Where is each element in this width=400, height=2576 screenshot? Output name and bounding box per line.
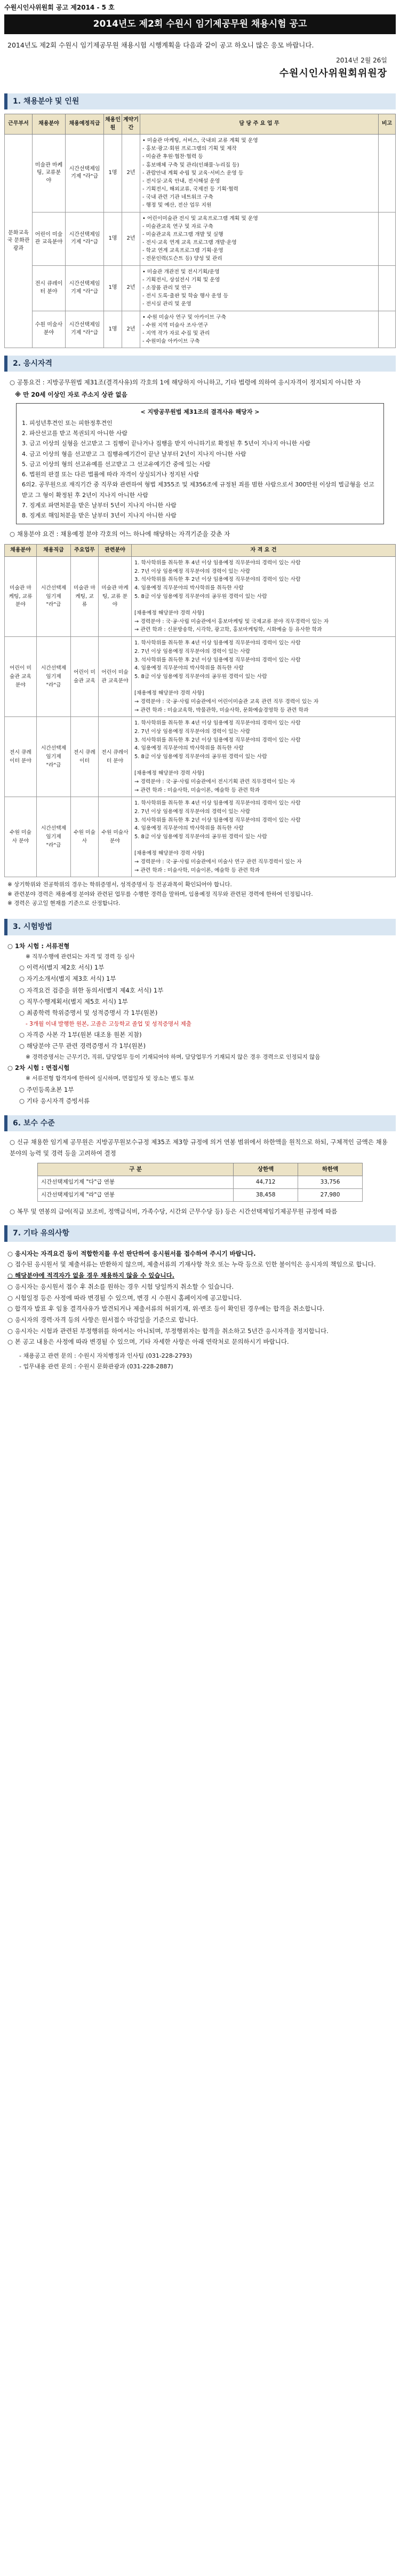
pay-row: [38, 1176, 363, 1188]
q-field-cell: 전시 큐레이터 분야: [5, 717, 37, 797]
exam-step: ※ 직무수행에 관련되는 자격 및 경력 등 심사: [26, 953, 135, 960]
term-cell: 2년: [122, 212, 140, 265]
field-requirement-text: 채용분야 요건 : 채용예정 분야 각호의 어느 하나에 해당하는 자격기준을 갖춘 자: [17, 530, 230, 538]
qualification-notes: [0, 877, 400, 911]
exam-step: ○ 해당분야 근무 관련 경력증명서 각 1부(원본): [19, 1042, 146, 1050]
q-grade-cell: 시간선택제임기제 "라"급: [37, 557, 71, 637]
q-work-cell: 어린이 미술관 교육: [71, 637, 99, 717]
field-cell: 어린이 미술관 교육분야: [33, 212, 66, 265]
dept-cell: 문화교육국 문화관광과: [5, 135, 33, 348]
pay-max-cell: 44,712: [234, 1176, 298, 1188]
pay-intro: ○ 신규 채용한 임기제 공무원은 지방공무원보수규정 제35조 제3항 규정에 의거 연봉 범위에서 하한액을 원칙으로 하되, 구체적인 금액은 채용분야의 능력 및 경력 등을 고려하여 결정: [10, 1138, 388, 1157]
pay-col-max: 상한액: [234, 1163, 298, 1176]
recruitment-row: [5, 212, 396, 265]
notice-number: 수원시인사위원회 공고 제2014 - 5 호: [4, 4, 115, 11]
note-item: ○ 응시자는 자격요건 등이 적합한지를 우선 판단하여 응시원서를 접수하여 주시기 바랍니다.: [7, 1249, 256, 1257]
issuing-org: 수원시인사위원회위원장: [279, 67, 387, 79]
q-grade-cell: 시간선택제임기제 "라"급: [37, 797, 71, 877]
q-area-cell: 전시 큐레이터 분야: [99, 717, 132, 797]
remark-cell: [379, 265, 396, 311]
count-cell: 1명: [104, 311, 122, 348]
note-item: ○ 시험일정 등은 사정에 따라 변경될 수 있으며, 변경 시 수원시 홈페이지에 공고합니다.: [7, 1294, 242, 1302]
notes-list: [0, 1246, 400, 1350]
general-requirement: ○ 공통요건 : 지방공무원법 제31조(결격사유)의 각호의 1에 해당하지 아니하고, 기타 법령에 의하여 응시자격이 정지되지 아니한 자: [10, 379, 361, 387]
exam-step: ○ 1차 시험 : 서류전형: [7, 942, 70, 950]
q-col-work: 주요업무: [71, 544, 99, 557]
qualification-table: [4, 544, 396, 878]
note-item: ○ 응시자의 경력·자격 등의 사항은 원서접수 마감일을 기준으로 합니다.: [7, 1315, 198, 1324]
note-item: ○ 해당분야에 적격자가 없을 경우 채용하지 않을 수 있습니다.: [7, 1272, 175, 1280]
count-cell: 1명: [104, 135, 122, 212]
q-req-cell: 1. 학사학위를 취득한 후 4년 이상 임용예정 직무분야의 경력이 있는 사람 2. 7년 이상 임용예정 직무분야의 경력이 있는 사람 3. 석사학위를 취득한 후 2년 이상 임용예정 직무분야의 경력이 있는 사람 4. 임용예정 직무분야의 박사학위를 취득한 사람 5. 8급 이상 임용예정 직무분야의 공무원 경력이 있는 사람 [채용예정 해당분야 경력 사항] → 경력분야 : 국·공·사립 미술관에서 홍보마케팅 및 국제교류 분야 직무경력이 있는 자 → 관련 학과 : 신문방송학, 시각학, 광고학, 홍보마케팅학, 시화예술 등 유사한 학과: [132, 557, 396, 637]
disqualification-box: [16, 403, 384, 525]
col-count: 채용인원: [104, 114, 122, 135]
q-req-cell: 1. 학사학위를 취득한 후 4년 이상 임용예정 직무분야의 경력이 있는 사람 2. 7년 이상 임용예정 직무분야의 경력이 있는 사람 3. 석사학위를 취득한 후 2년 이상 임용예정 직무분야의 경력이 있는 사람 4. 임용예정 직무분야의 박사학위를 취득한 사람 5. 8급 이상 임용예정 직무분야의 공무원 경력이 있는 사람 [채용예정 해당분야 경력 사항] → 경력분야 : 국·공·사립 미술관에서 전시기획 관련 직무경력이 있는 자 → 관련 학과 : 미술사학, 미술이론, 예술학 등 관련 학과: [132, 717, 396, 797]
disqualification-item: 4. 금고 이상의 형을 선고받고 그 집행유예기간이 끝난 날부터 2년이 지나지 아니한 사람: [22, 450, 246, 458]
pay-type-cell: 시간선택제임기제 "다"급 연봉: [38, 1176, 234, 1188]
disqualification-item: 6의2. 공무원으로 재직기간 중 직무와 관련하여 형법 제355조 및 제356조에 규정된 죄를 범한 사람으로서 300만원 이상의 벌금형을 선고받고 그 형이 확정된 후 2년이 지나지 아니한 사람: [22, 481, 374, 499]
field-requirement: ○ 채용분야 요건 : 채용예정 분야 각호의 어느 하나에 해당하는 자격기준을 갖춘 자: [10, 530, 230, 538]
col-remark: 비고: [379, 114, 396, 135]
duties-cell: • 어린이미술관 전시 및 교육프로그램 계획 및 운영 - 미술관교육 연구 및 자료 구축 - 미술관교육 프로그램 개발 및 실행 - 전시·교육 연계 교육 프로그램 개발·운영 - 학교 연계 교육프로그램 기획·운영 - 전문인력(도슨트 등) 양성 및 관리: [140, 212, 379, 265]
q-work-cell: 전시 큐레이터: [71, 717, 99, 797]
disqualification-item: 7. 징계로 파면처분을 받은 날부터 5년이 지나지 아니한 사람: [22, 501, 177, 509]
exam-step: ○ 직무수행계획서(별지 제5호 서식) 1부: [19, 998, 128, 1006]
section-notes: 7. 기타 유의사항: [4, 1225, 396, 1241]
disqualification-item: 5. 금고 이상의 형의 선고유예를 선고받고 그 선고유예기간 중에 있는 사람: [22, 460, 211, 468]
section-recruitment-fields: 1. 채용분야 및 인원: [4, 93, 396, 109]
col-grade: 채용예정직급: [66, 114, 104, 135]
q-req-cell: 1. 학사학위를 취득한 후 4년 이상 임용예정 직무분야의 경력이 있는 사람 2. 7년 이상 임용예정 직무분야의 경력이 있는 사람 3. 석사학위를 취득한 후 2년 이상 임용예정 직무분야의 경력이 있는 사람 4. 임용예정 직무분야의 박사학위를 취득한 사람 5. 8급 이상 임용예정 직무분야의 공무원 경력이 있는 사람 [채용예정 해당분야 경력 사항] → 경력분야 : 국·공·사립 미술관에서 미술사 연구 관련 직무경력이 있는 자 → 관련 학과 : 미술사학, 미술이론, 예술학 등 관련 학과: [132, 797, 396, 877]
age-requirement: ※ 만 20세 이상인 자로 주소지 상관 없음: [15, 390, 127, 398]
q-grade-cell: 시간선택제임기제 "라"급: [37, 637, 71, 717]
note-item: ○ 본 공고 내용은 사정에 따라 변경될 수 있으며, 기타 자세한 사항은 아래 연락처로 문의하시기 바랍니다.: [7, 1338, 289, 1346]
exam-step: - 3개월 이내 발행한 원본, 고졸은 고등학교 졸업 및 성적증명서 제출: [26, 1020, 191, 1027]
exam-step: ○ 자격요건 검증을 위한 동의서(별지 제4호 서식) 1부: [19, 986, 164, 994]
recruitment-row: [5, 135, 396, 212]
count-cell: 1명: [104, 212, 122, 265]
recruitment-row: [5, 311, 396, 348]
col-duties: 담 당 주 요 업 무: [140, 114, 379, 135]
grade-cell: 시간선택제임기제 "라"급: [66, 135, 104, 212]
pay-row: [38, 1189, 363, 1202]
recruitment-row: [5, 265, 396, 311]
disqualification-item: 3. 금고 이상의 실형을 선고받고 그 집행이 끝나거나 집행을 받지 아니하기로 확정된 후 5년이 지나지 아니한 사람: [22, 440, 310, 447]
contact-list: [0, 1350, 400, 1373]
q-col-area: 관련분야: [99, 544, 132, 557]
field-cell: 전시 큐레이터 분야: [33, 265, 66, 311]
exam-step: ○ 2차 시험 : 면접시험: [7, 1064, 70, 1072]
pay-min-cell: 27,980: [298, 1189, 363, 1202]
term-cell: 2년: [122, 135, 140, 212]
qualification-row: [5, 717, 396, 797]
remark-cell: [379, 135, 396, 212]
term-cell: 2년: [122, 265, 140, 311]
duties-cell: • 미술관 개관전 및 전시기획/운영 - 기획전시, 상설전시 기획 및 운영 - 소장품 관리 및 연구 - 전시 도록·출판 및 학술 행사 운영 등 - 전시실 관리 및 운영: [140, 265, 379, 311]
intro-text: 2014년도 제2회 수원시 임기제공무원 채용시험 시행계획을 다음과 같이 공고 하오니 많은 응모 바랍니다.: [7, 41, 314, 50]
exam-steps: [0, 940, 400, 1108]
exam-step: ○ 이력서(별지 제2호 서식) 1부: [19, 964, 105, 972]
q-grade-cell: 시간선택제임기제 "라"급: [37, 717, 71, 797]
disqualification-title: < 지방공무원법 제31조의 결격사유 해당자 >: [140, 408, 260, 415]
col-field: 채용분야: [33, 114, 66, 135]
recruitment-table: [4, 114, 396, 348]
pay-table: [37, 1163, 363, 1202]
exam-step: ※ 경력증명서는 근무기간, 직위, 담당업무 등이 기재되어야 하며, 담당업무가 기재되지 않은 경우 경력으로 인정되지 않음: [26, 1053, 321, 1060]
disqualification-item: 6. 법원의 판결 또는 다른 법률에 따라 자격이 상실되거나 정지된 사람: [22, 471, 199, 478]
pay-table-header: [38, 1163, 363, 1176]
q-work-cell: 미술관 마케팅, 교류: [71, 557, 99, 637]
field-cell: 미술관 마케팅, 교류분야: [33, 135, 66, 212]
contact-item: - 업무내용 관련 문의 : 수원시 문화관광과 (031-228-2887): [19, 1362, 173, 1370]
q-col-req: 자 격 요 건: [132, 544, 396, 557]
pay-min-cell: 33,756: [298, 1176, 363, 1188]
duties-cell: • 수원 미술사 연구 및 아카이브 구축 - 수원 지역 미술사 조사·연구 - 지역 작가 자료 수집 및 관리 - 수원미술 아카이브 구축: [140, 311, 379, 348]
general-requirement-text: 공통요건 : 지방공무원법 제31조(결격사유)의 각호의 1에 해당하지 아니하고, 기타 법령에 의하여 응시자격이 정지되지 아니한 자: [17, 379, 361, 387]
section-pay: 6. 보수 수준: [4, 1115, 396, 1131]
q-work-cell: 수원 미술사: [71, 797, 99, 877]
term-cell: 2년: [122, 311, 140, 348]
pay-col-type: 구 분: [38, 1163, 234, 1176]
disqualification-item: 1. 피성년후견인 또는 피한정후견인: [22, 419, 113, 427]
qualification-row: [5, 637, 396, 717]
notice-date: 2014년 2월 26일: [336, 57, 387, 65]
grade-cell: 시간선택제임기제 "라"급: [66, 311, 104, 348]
q-req-cell: 1. 학사학위를 취득한 후 4년 이상 임용예정 직무분야의 경력이 있는 사람 2. 7년 이상 임용예정 직무분야의 경력이 있는 사람 3. 석사학위를 취득한 후 2년 이상 임용예정 직무분야의 경력이 있는 사람 4. 임용예정 직무분야의 박사학위를 취득한 사람 5. 8급 이상 임용예정 직무분야의 공무원 경력이 있는 사람 [채용예정 해당분야 경력 사항] → 경력분야 : 국·공·사립 미술관에서 어린이미술관 교육 관련 직무 경력이 있는 자 → 관련 학과 : 미술교육학, 박물관학, 미술사학, 문화예술경영학 등 관련 학과: [132, 637, 396, 717]
section-exam-method: 3. 시험방법: [4, 919, 396, 935]
duties-cell: • 미술관 마케팅, 서비스, 국내외 교류 계획 및 운영 - 홍보·광고·회원 프로그램의 기획 및 제작 - 미술관 후원·협찬·협력 등 - 홍보매체 구축 및 관리(인쇄물·누리집 등) - 관람안내 계획 수립 및 교육·서비스 운영 등 - 전시실·교육 안내, 전시해설 운영 - 기획전시, 해외교류, 국제전 등 기획·협력 - 국내 관련 기관 네트워크 구축 - 행정 및 예산, 전산 업무 지원: [140, 135, 379, 212]
note-item: ○ 합격자 발표 후 임용 결격사유가 발견되거나 제출서류의 허위기재, 위·변조 등이 확인된 경우에는 합격을 취소합니다.: [7, 1305, 325, 1313]
qualification-note: ※ 관련분야 경력은 채용예정 분야와 관련된 업무를 수행한 경력을 말하며, 임용예정 직무와 관련된 경력에 한하여 인정됩니다.: [7, 891, 313, 897]
section-eligibility: 2. 응시자격: [4, 356, 396, 372]
q-col-grade: 채용직급: [37, 544, 71, 557]
exam-step: ○ 자격증 사본 각 1부(원본 대조용 원본 지참): [19, 1030, 142, 1038]
contact-item: - 채용공고 관련 문의 : 수원시 자치행정과 인사팀 (031-228-2793): [19, 1352, 193, 1359]
exam-step: ○ 자기소개서(별지 제3호 서식) 1부: [19, 975, 116, 983]
col-term: 계약기간: [122, 114, 140, 135]
q-field-cell: 미술관 마케팅, 교류분야: [5, 557, 37, 637]
q-area-cell: 미술관 마케팅, 교류 분야: [99, 557, 132, 637]
notice-title: 2014년도 제2회 수원시 임기제공무원 채용시험 공고: [4, 14, 396, 34]
disqualification-item: 2. 파산선고를 받고 복권되지 아니한 사람: [22, 430, 127, 437]
exam-step: ○ 최종학력 학위증명서 및 성적증명서 각 1부(원본): [19, 1009, 158, 1017]
field-cell: 수원 미술사 분야: [33, 311, 66, 348]
remark-cell: [379, 212, 396, 265]
pay-note: ○ 복무 및 연봉의 급여(직급 보조비, 정액급식비, 가족수당, 시간외 근무수당 등) 등은 시간선택제임기제공무원 규정에 따름: [10, 1208, 338, 1216]
exam-step: ○ 기타 응시자격 증빙서류: [19, 1097, 90, 1105]
qualification-note: ※ 경력은 공고일 현재를 기준으로 산정합니다.: [7, 900, 121, 907]
qualification-row: [5, 797, 396, 877]
qualification-row: [5, 557, 396, 637]
pay-max-cell: 38,458: [234, 1189, 298, 1202]
exam-step: ※ 서류전형 합격자에 한하여 실시하며, 면접일자 및 장소는 별도 통보: [26, 1075, 195, 1082]
qualification-note: ※ 상기학위와 전공학위의 경우는 학위증명서, 성적증명서 등 전공과목이 확인되어야 합니다.: [7, 881, 232, 888]
q-field-cell: 수원 미술사 분야: [5, 797, 37, 877]
qualification-table-header: [5, 544, 396, 557]
recruitment-table-header: [5, 114, 396, 135]
note-item: ○ 응시자는 시험과 관련된 부정행위를 하여서는 아니되며, 부정행위자는 합격을 취소하고 5년간 응시자격을 정지합니다.: [7, 1327, 329, 1335]
q-field-cell: 어린이 미술관 교육분야: [5, 637, 37, 717]
q-area-cell: 수원 미술사 분야: [99, 797, 132, 877]
q-area-cell: 어린이 미술관 교육분야: [99, 637, 132, 717]
pay-type-cell: 시간선택제임기제 "라"급 연봉: [38, 1189, 234, 1202]
grade-cell: 시간선택제임기제 "라"급: [66, 212, 104, 265]
note-item: ○ 응시자는 응시원서 접수 후 취소를 원하는 경우 시험 당일까지 취소할 수 있습니다.: [7, 1282, 234, 1290]
note-item: ○ 접수된 응시원서 및 제출서류는 반환하지 않으며, 제출서류의 기재사항 착오 또는 누락 등으로 인한 불이익은 응시자의 책임으로 합니다.: [7, 1261, 376, 1269]
col-dept: 근무부서: [5, 114, 33, 135]
exam-step: ○ 주민등록초본 1부: [19, 1085, 74, 1093]
grade-cell: 시간선택제임기제 "라"급: [66, 265, 104, 311]
pay-col-min: 하한액: [298, 1163, 363, 1176]
q-col-field: 채용분야: [5, 544, 37, 557]
disqualification-item: 8. 징계로 해임처분을 받은 날부터 3년이 지나지 아니한 사람: [22, 512, 177, 519]
remark-cell: [379, 311, 396, 348]
count-cell: 1명: [104, 265, 122, 311]
